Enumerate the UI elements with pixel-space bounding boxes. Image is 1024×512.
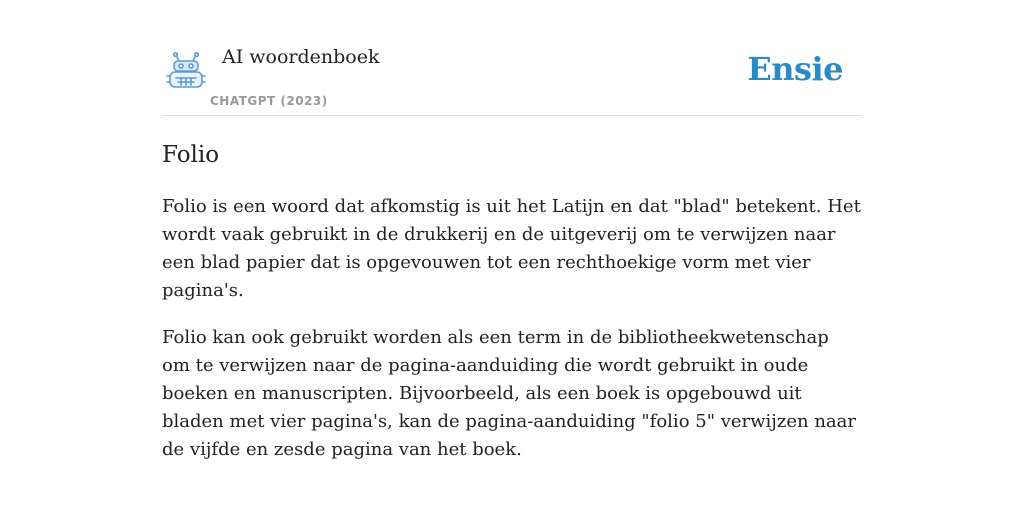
entry-definition xyxy=(162,193,862,464)
definition-paragraph: Folio is een woord dat afkomstig is uit het Latijn en dat "blad" betekent. Het wordt vaak gebruikt in de drukkerij en de uitgeverij om te verwijzen naar een blad papier dat is opgevouwen tot een rechthoekige vorm met vier pagina's. xyxy=(162,196,861,301)
entry-term: Folio xyxy=(162,142,220,168)
definition-paragraph: Folio kan ook gebruikt worden als een term in de bibliotheekwetenschap om te verwijzen naar de pagina-aanduiding die wordt gebruikt in oude boeken en manuscripten. Bijvoorbeeld, als een boek is opgebouwd uit bladen met vier pagina's, kan de pagina-aanduiding "folio 5" verwijzen naar de vijfde en zesde pagina van het boek. xyxy=(162,327,856,460)
dictionary-source: CHATGPT (2023) xyxy=(210,94,328,108)
dictionary-entry-card xyxy=(162,40,862,464)
robot-icon xyxy=(166,52,206,90)
ensie-logo[interactable]: Ensie xyxy=(747,50,843,88)
entry-header xyxy=(162,40,862,116)
dictionary-title: AI woordenboek xyxy=(222,46,380,68)
